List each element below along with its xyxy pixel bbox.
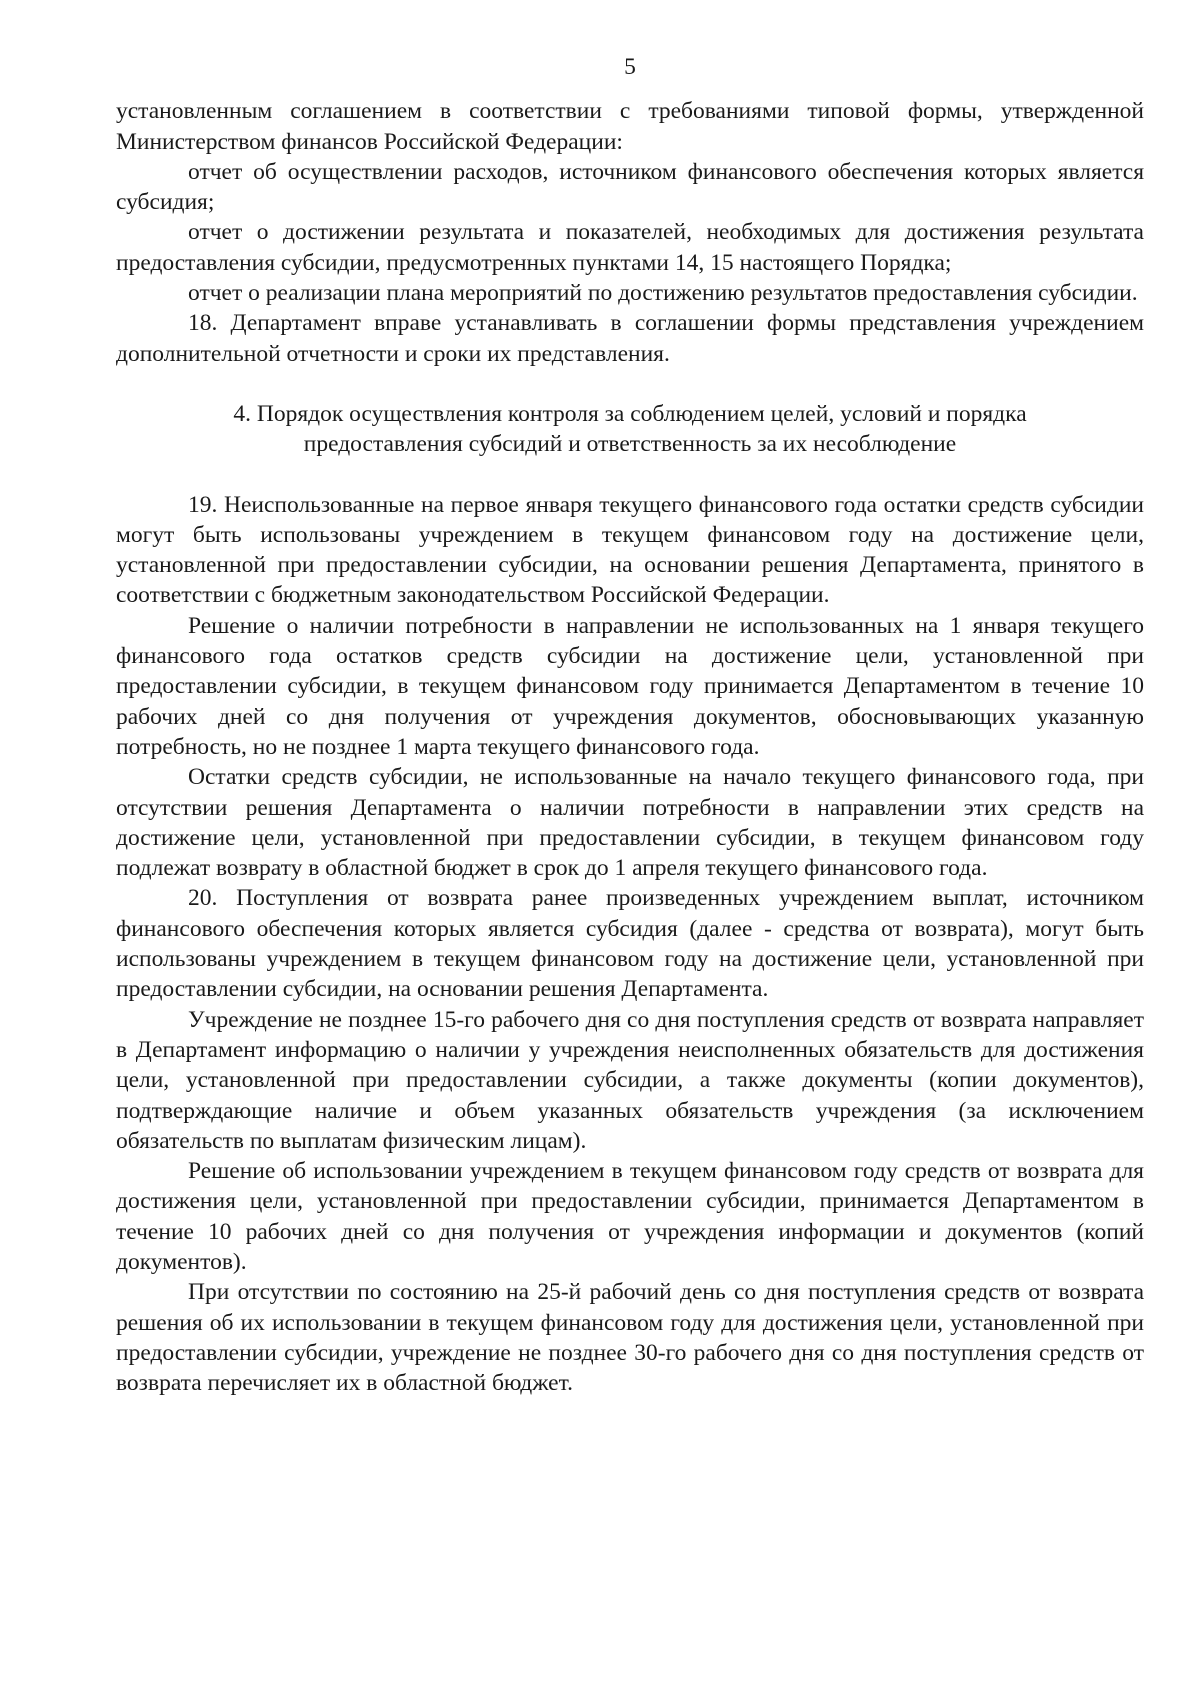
paragraph-decision-need: Решение о наличии потребности в направлении не использованных на 1 января текущего финансового года остатков средств субсидии на достижение цели, установленной при предоставлении субсидии, в текущем финансовом году принимается Департаментом в течение 10 рабочих дней со дня получения от учреждения документов, обосновывающих указанную потребность, но не позднее 1 марта текущего финансового года. [116,612,1144,760]
paragraph-remaining-funds: Остатки средств субсидии, не использованные на начало текущего финансового года, при отсутствии решения Департамента о наличии потребности в направлении этих средств на достижение цели, установленной при предоставлении субсидии, в текущем финансовом году подлежат возврату в областной бюджет в срок до 1 апреля текущего финансового года. [116,764,1144,882]
paragraph-report-plan: отчет о реализации плана мероприятий по достижению результатов предоставления субсидии. [188,280,1138,307]
paragraph-institution-info: Учреждение не позднее 15-го рабочего дня со дня поступления средств от возврата направляет в Департамент информацию о наличии у учреждения неисполненных обязательств для достижения цели, установленной при предоставлении субсидии, а также документы (копии документов), подтверждающие наличие и объем указанных обязательств учреждения (за исключением обязательств по выплатам физическим лицам). [116,1006,1144,1154]
paragraph-clause-18: 18. Департамент вправе устанавливать в соглашении формы представления учреждением дополнительной отчетности и сроки их представления. [116,310,1144,367]
paragraph-report-results: отчет о достижении результата и показателей, необходимых для достижения результата предоставления субсидии, предусмотренных пунктами 14, 15 настоящего Порядка; [116,219,1144,276]
paragraph-report-expenses: отчет об осуществлении расходов, источником финансового обеспечения которых является субсидия; [116,158,1144,216]
paragraph-clause-19: 19. Неиспользованные на первое января текущего финансового года остатки средств субсидии могут быть использованы учреждением в текущем финансовом году на достижение цели, установленной при предоставлении субсидии, на основании решения Департамента, принятого в соответствии с бюджетным законодательством Российской Федерации. [116,491,1144,609]
document-page [116,52,1144,1398]
page-number: 5 [624,54,636,80]
paragraph-decision-use: Решение об использовании учреждением в текущем финансовом году средств от возврата для достижения цели, установленной при предоставлении субсидии, принимается Департаментом в течение 10 рабочих дней со дня получения от учреждения информации и документов (копий документов). [116,1158,1144,1275]
paragraph-clause-20: 20. Поступления от возврата ранее произведенных учреждением выплат, источником финансового обеспечения которых является субсидия (далее - средства от возврата), могут быть использованы учреждением в текущем финансовом году на достижение цели, установленной при предоставлении субсидии, на основании решения Департамента. [116,885,1144,1003]
paragraph-transfer-budget: При отсутствии по состоянию на 25-й рабочий день со дня поступления средств от возврата решения об их использовании в текущем финансовом году для достижения цели, установленной при предоставлении субсидии, учреждение не позднее 30-го рабочего дня со дня поступления средств от возврата перечисляет их в областной бюджет. [116,1279,1144,1397]
section-heading: 4. Порядок осуществления контроля за соблюдением целей, условий и порядка предоставления субсидий и ответственность за их несоблюдение [233,400,1027,458]
paragraph-continuation: установленным соглашением в соответствии с требованиями типовой формы, утвержденной Министерством финансов Российской Федерации: [116,98,1144,155]
